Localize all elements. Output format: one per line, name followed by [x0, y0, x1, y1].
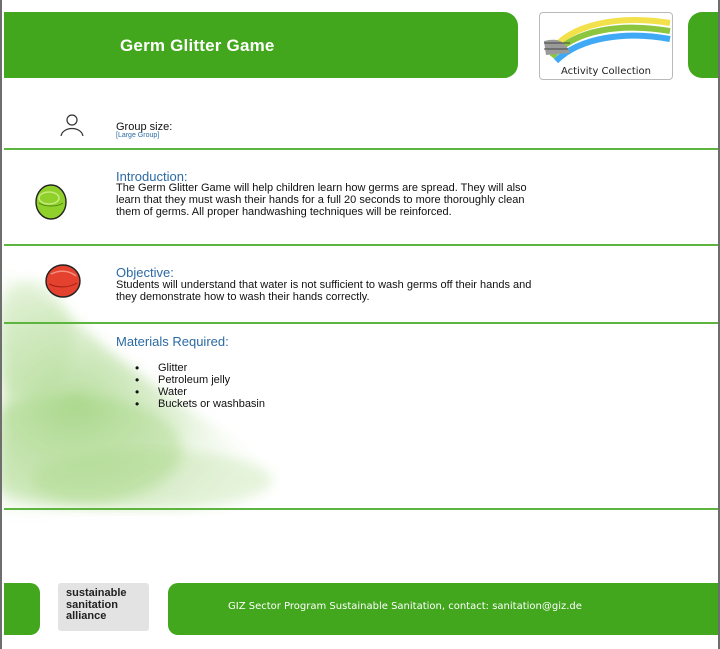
- materials-heading: Materials Required:: [116, 334, 229, 349]
- objective-heading: Objective:: [116, 265, 174, 280]
- introduction-line-2: learn that they must wash their hands for a full 20 seconds to more thoroughly clean: [116, 194, 525, 206]
- section-divider: [4, 148, 720, 150]
- red-ball-icon: [43, 262, 83, 305]
- list-item: • Buckets or washbasin: [116, 398, 265, 410]
- logo-caption: Activity Collection: [560, 66, 652, 77]
- person-outline-icon: [58, 112, 86, 143]
- list-item: • Glitter: [116, 362, 265, 374]
- introduction-line-3: them of germs. All proper handwashing techniques will be reinforced.: [116, 206, 452, 218]
- org-line: alliance: [66, 610, 107, 622]
- org-line: sustainable: [66, 587, 127, 599]
- org-line: sanitation: [66, 598, 118, 611]
- watercolor-wash: [2, 0, 720, 649]
- list-item: • Water: [116, 386, 265, 398]
- introduction-heading: Introduction:: [116, 169, 188, 184]
- section-divider: [4, 244, 720, 246]
- green-ball-icon: [33, 181, 69, 226]
- section-divider: [4, 508, 720, 510]
- group-size-label: Group size:: [116, 121, 173, 133]
- section-divider: [4, 322, 720, 324]
- header-tab-right: [688, 12, 720, 78]
- objective-line-1: Students will understand that water is not sufficient to wash germs off their hands and: [116, 279, 532, 291]
- footer-contact: GIZ Sector Program Sustainable Sanitation, contact: sanitation@giz.de: [228, 601, 582, 612]
- introduction-line-1: The Germ Glitter Game will help children learn how germs are spread. They will also: [116, 182, 527, 194]
- activity-collection-logo: [539, 12, 673, 80]
- rainbow-logo-icon: [540, 13, 672, 65]
- sustainable-sanitation-alliance-logo: [58, 583, 149, 631]
- page-title: Germ Glitter Game: [120, 36, 275, 55]
- objective-line-2: they demonstrate how to wash their hands correctly.: [116, 291, 370, 303]
- footer-tab-left: [4, 583, 40, 635]
- materials-list: [116, 362, 265, 410]
- list-item: • Petroleum jelly: [116, 374, 265, 386]
- group-size-value: [Large Group]: [116, 132, 160, 139]
